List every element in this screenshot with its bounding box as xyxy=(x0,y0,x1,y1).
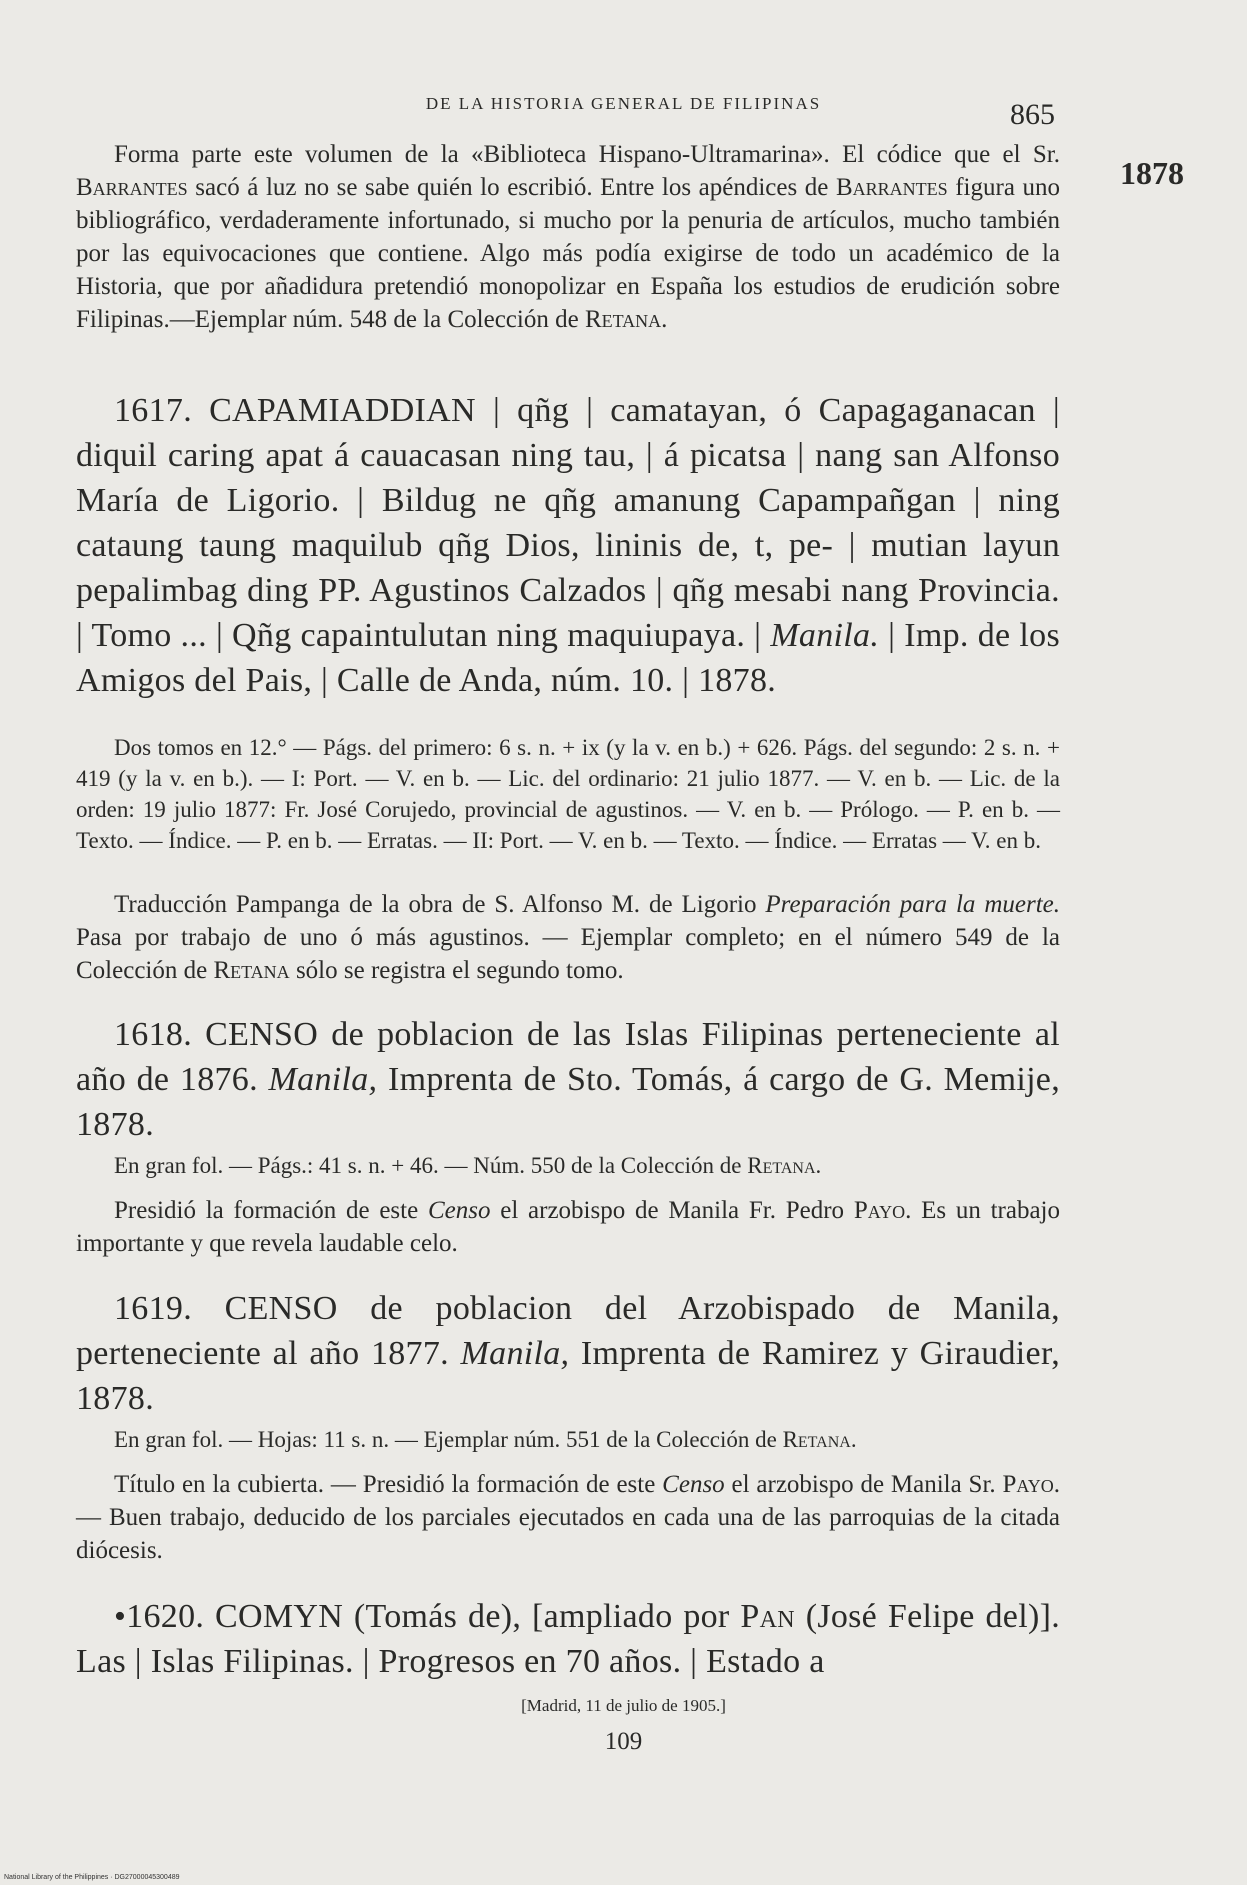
entry-1618-title: 1618. CENSO de poblacion de las Islas Filipinas perteneciente al año de 1876. Manila, Imprenta de Sto. Tomás, á cargo de G. Memije, 1878. xyxy=(76,1016,1060,1143)
imprint-line: [Madrid, 11 de julio de 1905.] xyxy=(521,1696,726,1715)
margin-year: 1878 xyxy=(1120,155,1184,191)
entry-1617-title: 1617. CAPAMIADDIAN | qñg | camatayan, ó Capagaganacan | diquil caring apat á cauacasan ning tau, | á picatsa | nang san Alfonso María de Ligorio. | Bildug ne qñg amanung Capampañgan | ning cataung taung maquilub qñg Dios, lininis de, t, pe- | mutian layun pepalimbag ding PP. Agustinos Calzados | qñg mesabi nang Provincia. | Tomo ... | Qñg capaintulutan ning maquiupaya. | Manila. | Imp. de los Amigos del Pais, | Calle de Anda, núm. 10. | 1878. xyxy=(76,392,1061,699)
entry-1617-note: Traducción Pampanga de la obra de S. Alfonso M. de Ligorio Preparación para la muerte. Pasa por trabajo de uno ó más agustinos. — Ejemplar completo; en el número 549 de la Colección de Retana sólo se registra el segundo tomo. xyxy=(76,891,1060,984)
entry-1618-note: Presidió la formación de este Censo el arzobispo de Manila Fr. Pedro Payo. Es un trabajo importante y que revela laudable celo. xyxy=(76,1197,1060,1257)
intro-paragraph: Forma parte este volumen de la «Biblioteca Hispano-Ultramarina». El códice que el Sr. Barrantes sacó á luz no se sabe quién lo escribió. Entre los apéndices de Barrantes figura uno bibliográfico, verdaderamente infortunado, si mucho por la penuria de artículos, mucho también por las equivocaciones que contiene. Algo más podía exigirse de todo un académico de la Historia, que por añadidura pretendió monopolizar en España los estudios de erudición sobre Filipinas.—Ejemplar núm. 548 de la Colección de Retana. xyxy=(76,141,1060,333)
entry-1620-title: •1620. COMYN (Tomás de), [ampliado por Pan (José Felipe del)]. Las | Islas Filipinas. | Progresos en 70 años. | Estado a xyxy=(76,1598,1060,1680)
entry-1617-description: Dos tomos en 12.° — Págs. del primero: 6 s. n. + ix (y la v. en b.) + 626. Págs. del segundo: 2 s. n. + 419 (y la v. en b.). — I: Port. — V. en b. — Lic. del ordinario: 21 julio 1877. — V. en b. — Lic. de la orden: 19 julio 1877: Fr. José Corujedo, provincial de agustinos. — V. en b. — Prólogo. — P. en b. — Texto. — Índice. — P. en b. — Erratas. — II: Port. — V. en b. — Texto. — Índice. — Erratas — V. en b. xyxy=(76,735,1060,853)
running-head: DE LA HISTORIA GENERAL DE FILIPINAS xyxy=(425,94,822,113)
page-number: 865 xyxy=(1010,98,1055,131)
entry-1619-description: En gran fol. — Hojas: 11 s. n. — Ejemplar núm. 551 de la Colección de Retana. xyxy=(114,1427,857,1452)
signature-mark: 109 xyxy=(604,1728,643,1755)
entry-1618-description: En gran fol. — Págs.: 41 s. n. + 46. — Núm. 550 de la Colección de Retana. xyxy=(114,1153,822,1178)
digitization-note: National Library of the Philippines · DG27000045300489 xyxy=(4,1874,180,1881)
entry-1619-title: 1619. CENSO de poblacion del Arzobispado de Manila, perteneciente al año 1877. Manila, Imprenta de Ramirez y Giraudier, 1878. xyxy=(76,1290,1060,1417)
entry-1619-note: Título en la cubierta. — Presidió la formación de este Censo el arzobispo de Manila Sr. Payo. — Buen trabajo, deducido de los parciales ejecutados en cada una de las parroquias de la citada diócesis. xyxy=(76,1471,1061,1564)
